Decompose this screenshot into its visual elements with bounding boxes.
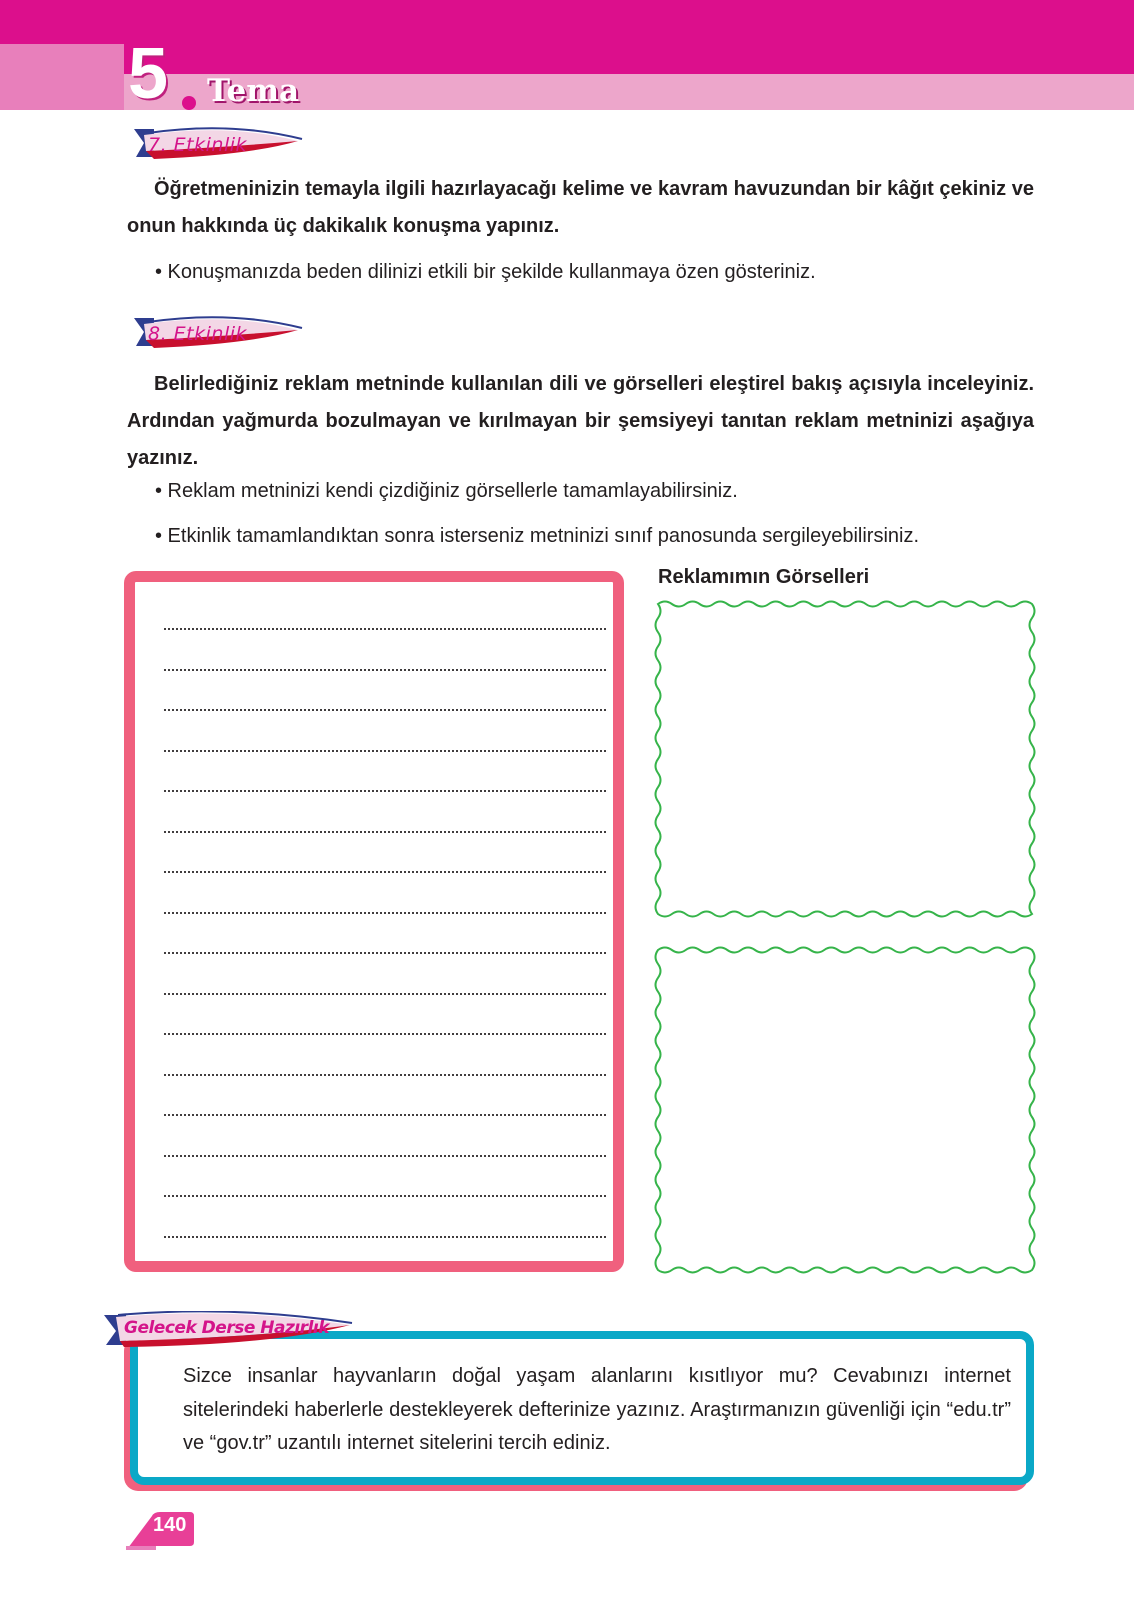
- writing-line: [163, 709, 607, 711]
- writing-line: [163, 871, 607, 873]
- activity8-bullet-1: • Reklam metninizi kendi çizdiğiniz görsellerle tamamlayabilirsiniz.: [155, 480, 738, 502]
- writing-line: [163, 1033, 607, 1035]
- writing-line: [163, 669, 607, 671]
- visuals-title: Reklamımın Görselleri: [658, 566, 870, 588]
- writing-line: [163, 1195, 607, 1197]
- next-lesson-banner: [104, 1311, 354, 1351]
- writing-box[interactable]: [124, 571, 624, 1272]
- activity8-banner: [130, 314, 310, 358]
- visual-frame-2[interactable]: [650, 942, 1040, 1278]
- page-number: 140: [153, 1514, 187, 1536]
- next-lesson-text: Sizce insanlar hayvanların doğal yaşam alanlarını kısıtlıyor mu? Cevabınızı internet sitelerindeki haberlerle destekleyerek defterinize yazınız. Araştırmanızın güvenliği için “edu.tr” ve “gov.tr” uzantılı internet sitelerini tercih ediniz.: [183, 1365, 1011, 1454]
- activity7-banner: [130, 125, 310, 169]
- writing-line: [163, 628, 607, 630]
- writing-line: [163, 1114, 607, 1116]
- theme-number-tab: [0, 44, 124, 110]
- theme-title: Tema: [207, 73, 300, 109]
- activity7-label: 7. Etkinlik: [148, 134, 248, 156]
- writing-line: [163, 993, 607, 995]
- writing-line: [163, 1155, 607, 1157]
- writing-line: [163, 1236, 607, 1238]
- visual-frame-1[interactable]: [650, 596, 1040, 922]
- activity7-bullet: • Konuşmanızda beden dilinizi etkili bir şekilde kullanmaya özen gösteriniz.: [155, 261, 816, 283]
- writing-line: [163, 831, 607, 833]
- activity7-instruction: Öğretmeninizin temayla ilgili hazırlayacağı kelime ve kavram havuzundan bir kâğıt çekiniz ve onun hakkında üç dakikalık konuşma yapınız.: [127, 178, 1034, 237]
- activity8-bullet-2: • Etkinlik tamamlandıktan sonra isterseniz metninizi sınıf panosunda sergileyebilirsiniz.: [155, 525, 920, 547]
- next-lesson-label: Gelecek Derse Hazırlık: [124, 1318, 330, 1338]
- writing-line: [163, 1074, 607, 1076]
- activity8-label: 8. Etkinlik: [148, 323, 248, 345]
- activity8-instruction: Belirlediğiniz reklam metninde kullanılan dili ve görselleri eleştirel bakış açısıyla inceleyiniz. Ardından yağmurda bozulmayan ve kırılmayan bir şemsiyeyi tanıtan reklam metninizi aşağıya yazınız.: [127, 373, 1034, 469]
- theme-number: 5: [128, 34, 169, 114]
- writing-line: [163, 750, 607, 752]
- header-bar: [0, 0, 1134, 74]
- writing-line: [163, 952, 607, 954]
- writing-line: [163, 912, 607, 914]
- header-band: [0, 74, 1134, 110]
- writing-line: [163, 790, 607, 792]
- theme-dot: [182, 96, 196, 110]
